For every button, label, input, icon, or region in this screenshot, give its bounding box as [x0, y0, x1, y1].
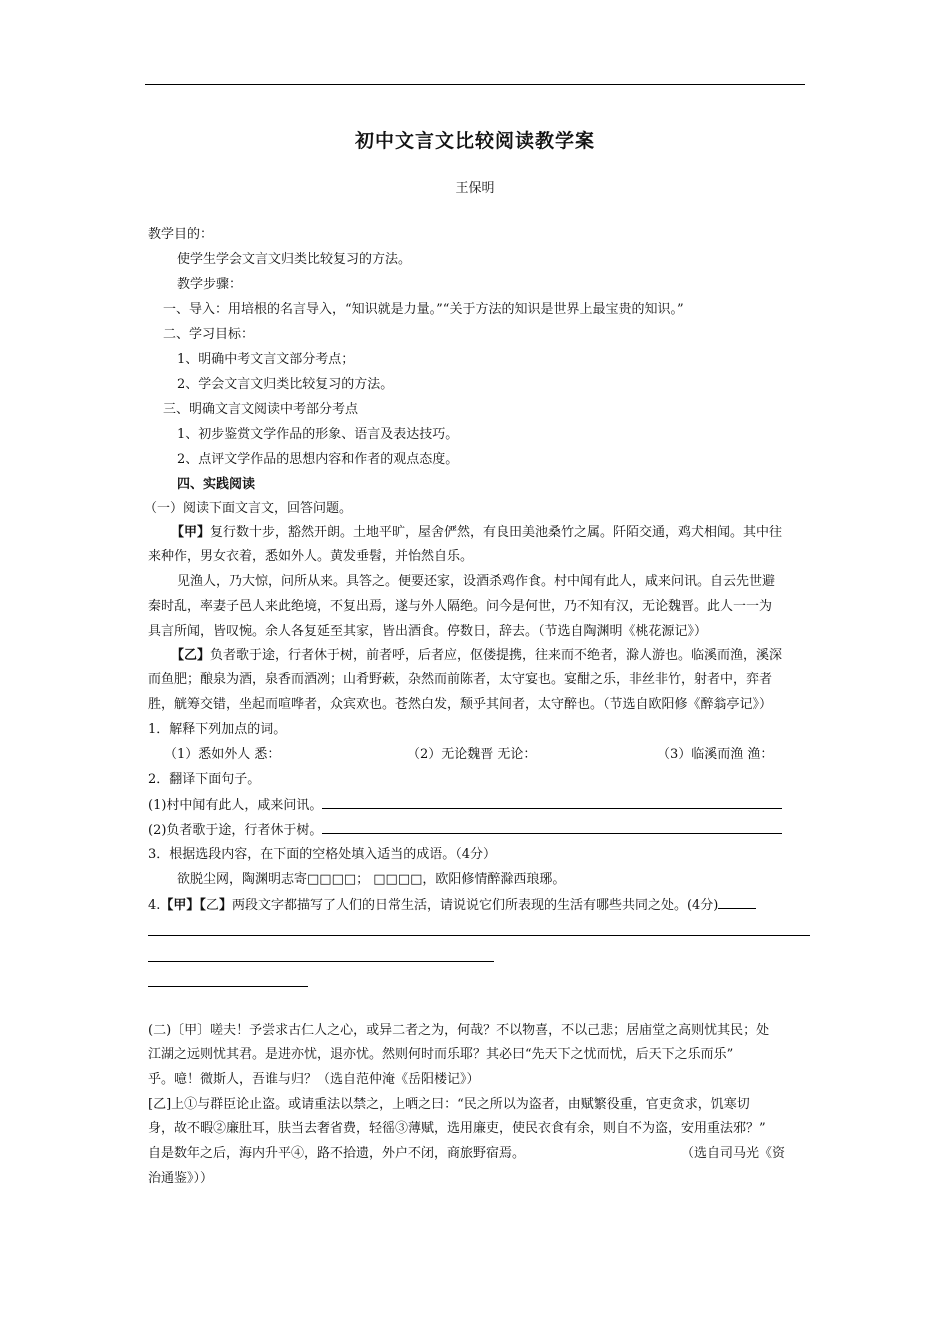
question-4: 4.【甲】【乙】两段文字都描写了人们的日常生活，请说说它们所表现的生活有哪些共同之处。(4分)	[148, 896, 756, 915]
passage-jia-line: 【甲】复行数十步，豁然开朗。土地平旷，屋舍俨然，有良田美池桑竹之属。阡陌交通，鸡犬相闻。其中往	[171, 525, 783, 540]
question-2a: (1)村中闻有此人，咸来问讯。	[148, 796, 782, 815]
question-2: 2．翻译下面句子。	[148, 772, 261, 787]
question-3-blanks: 欲脱尘网，陶渊明志寄□□□□； □□□□，欧阳修情醉滁西琅琊。	[177, 872, 566, 887]
question-2b: (2)负者歌于途，行者休于树。	[148, 821, 782, 840]
answer-blank[interactable]	[322, 796, 782, 809]
answer-line[interactable]	[148, 961, 494, 962]
part-one-heading: （一）阅读下面文言文，回答问题。	[144, 501, 353, 516]
goal-item: 2、学会文言文归类比较复习的方法。	[177, 377, 394, 392]
question-1b: （2）无论魏晋 无论：	[407, 747, 537, 762]
part-two-line: 身，故不暇②廉肚耳，肤当去奢省费，轻徭③薄赋，选用廉吏，使民衣食有余，则自不为盗，安用重法邪？”	[148, 1121, 766, 1136]
question-1: 1．解释下列加点的词。	[148, 722, 287, 737]
passage-jia-line: 秦时乱，率妻子邑人来此绝境，不复出焉，遂与外人隔绝。问今是何世，乃不知有汉，无论魏晋。此人一一为	[148, 599, 773, 614]
step-points: 三、明确文言文阅读中考部分考点	[163, 402, 359, 417]
passage-yi-line: 而鱼肥；酿泉为酒，泉香而酒冽；山肴野蔌，杂然而前陈者，太守宴也。宴酣之乐，非丝非竹，射者中，弈者	[148, 672, 773, 687]
answer-line[interactable]	[148, 986, 308, 987]
part-two-line: [乙]上①与群臣论止盗。或请重法以禁之，上哂之曰：“民之所以为盗者，由赋繁役重，官吏贪求，饥寒切	[148, 1097, 750, 1112]
steps-label: 教学步骤：	[177, 277, 243, 292]
question-3: 3．根据选段内容，在下面的空格处填入适当的成语。（4分）	[148, 847, 497, 862]
passage-jia-line: 见渔人，乃大惊，问所从来。具答之。便要还家，设酒杀鸡作食。村中闻有此人，咸来问讯。自云先世避	[177, 574, 776, 589]
passage-yi-line: 胜，觥筹交错，坐起而喧哗者，众宾欢也。苍然白发，颓乎其间者，太守醉也。（节选自欧阳修《醉翁亭记》）	[148, 697, 773, 712]
step-intro: 一、导入：用培根的名言导入，“知识就是力量。”“关于方法的知识是世界上最宝贵的知识。”	[163, 302, 684, 317]
part-two-line: 治通鉴》））	[148, 1171, 214, 1186]
answer-line[interactable]	[148, 935, 810, 936]
part-two-line: (二)〔甲〕嗟夫！予尝求古仁人之心，或异二者之为，何哉？不以物喜，不以己悲；居庙堂之高则忧其民；处	[148, 1023, 770, 1038]
passage-yi-tag: 【乙】	[171, 648, 211, 663]
passage-jia-tag: 【甲】	[171, 525, 211, 540]
point-item: 2、点评文学作品的思想内容和作者的观点态度。	[177, 452, 459, 467]
step-practice: 四、实践阅读	[177, 477, 256, 492]
part-two-line: 自是数年之后，海内升平④，路不拾遗，外户不闭，商旅野宿焉。	[148, 1146, 526, 1161]
question-1a: （1）悉如外人 悉：	[164, 747, 281, 762]
point-item: 1、初步鉴赏文学作品的形象、语言及表达技巧。	[177, 427, 459, 442]
objective-text: 使学生学会文言文归类比较复习的方法。	[177, 252, 412, 267]
page-title: 初中文言文比较阅读教学案	[354, 130, 595, 152]
answer-blank[interactable]	[718, 896, 756, 909]
step-goals: 二、学习目标：	[163, 327, 255, 342]
part-two-line: 乎。噫！微斯人，吾谁与归？（选自范仲淹《岳阳楼记》）	[148, 1072, 480, 1087]
goal-item: 1、明确中考文言文部分考点；	[177, 352, 355, 367]
part-two-source: （选自司马光《资	[681, 1146, 786, 1161]
part-two-line: 江湖之远则忧其君。是进亦忧，退亦忧。然则何时而乐耶？其必曰“先天下之忧而忧，后天下之乐而乐”	[148, 1047, 734, 1062]
passage-yi-line: 【乙】负者歌于途，行者休于树，前者呼，后者应，伛偻提携，往来而不绝者，滁人游也。临溪而渔，溪深	[171, 648, 783, 663]
author: 王保明	[455, 181, 495, 196]
passage-jia-line: 来种作，男女衣着，悉如外人。黄发垂髫，并怡然自乐。	[148, 549, 474, 564]
question-1c: （3）临溪而渔 渔：	[657, 747, 774, 762]
passage-jia-line: 具言所闻，皆叹惋。余人各复延至其家，皆出酒食。停数日，辞去。（节选自陶渊明《桃花源记》）	[148, 624, 708, 639]
header-rule	[145, 84, 805, 85]
objective-label: 教学目的：	[148, 227, 214, 242]
answer-blank[interactable]	[322, 821, 782, 834]
